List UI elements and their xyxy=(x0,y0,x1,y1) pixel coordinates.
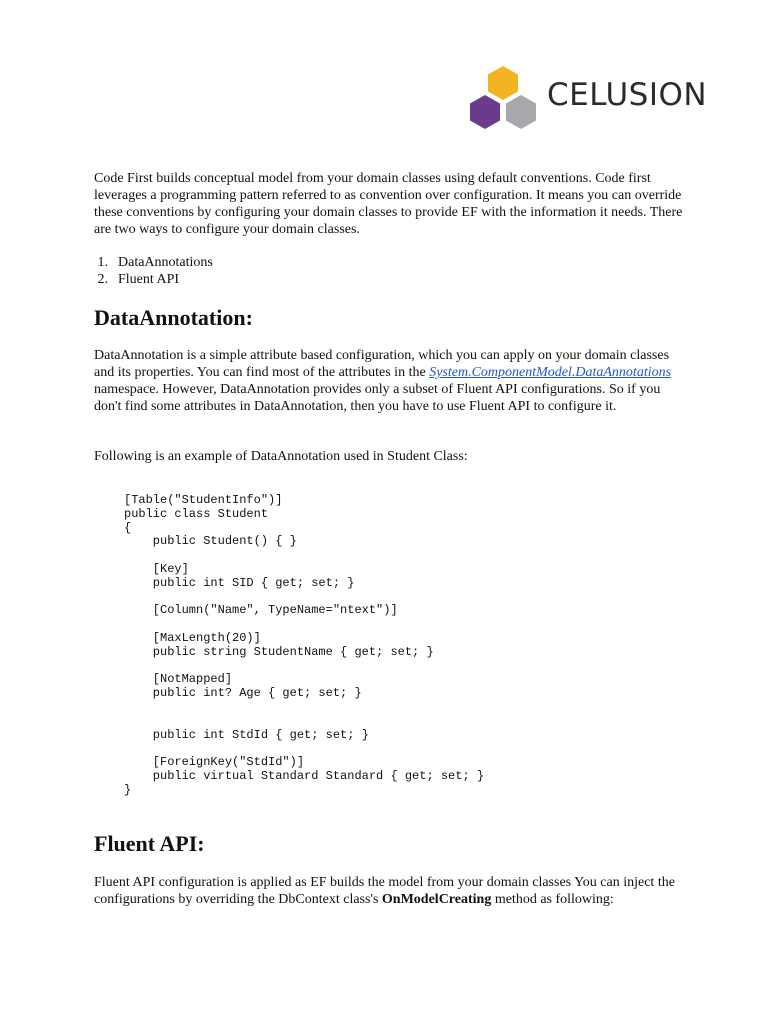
list-item xyxy=(94,254,213,271)
logo-hex-gray xyxy=(506,95,536,129)
list-item-label: Fluent API xyxy=(118,272,180,287)
list-item-number: 2. xyxy=(97,272,108,287)
fluent-api-paragraph xyxy=(94,874,684,908)
hexagon-logo-icon xyxy=(464,64,544,132)
dataannotation-text-1: DataAnnotation is a simple attribute based configuration, which you can apply on your domain classes and its properties. You can find most of the attributes in the xyxy=(94,348,670,380)
intro-paragraph: Code First builds conceptual model from your domain classes using default conventions. Code first leverages a programming pattern referred to as convention over configuration. It means you can override these conventions by configuring your domain classes to provide EF with the information it needs. There are two ways to configure your domain classes. xyxy=(94,171,683,237)
dataannotation-text-2: namespace. However, DataAnnotation provides only a subset of Fluent API configurations. So if you don't find some attributes in DataAnnotation, then you have to use Fluent API to configure it. xyxy=(94,382,661,414)
logo-wordmark: CELUSION xyxy=(547,77,708,113)
fluent-api-heading: Fluent API: xyxy=(94,831,205,856)
fluent-api-text-2: method as following: xyxy=(491,892,614,907)
dataannotation-paragraph xyxy=(94,347,684,415)
example-intro-paragraph: Following is an example of DataAnnotation used in Student Class: xyxy=(94,449,468,464)
logo-hex-yellow xyxy=(488,66,518,100)
list-item xyxy=(94,271,213,288)
student-class-code-block: [Table("StudentInfo")] public class Student { public Student() { } [Key] public int SID { get; set; } [Column("Name", TypeName="ntext")] [MaxLength(20)] public string StudentName { get; set; } [NotMapped] public int? Age { get; set; } public int StdId { get; set; } [ForeignKey("StdId")] public virtual Standard Standard { get; set; } } xyxy=(124,493,485,797)
list-item-number: 1. xyxy=(97,255,108,270)
onmodelcreating-method-name: OnModelCreating xyxy=(381,892,492,907)
fluent-api-text-1: Fluent API configuration is applied as EF builds the model from your domain classes You can inject the configurations by overriding the DbContext class's xyxy=(94,875,675,907)
list-item-label: DataAnnotations xyxy=(118,255,213,270)
celusion-logo xyxy=(464,64,724,132)
dataannotations-namespace-link[interactable]: System.ComponentModel.DataAnnotations xyxy=(429,365,672,380)
configuration-ways-list xyxy=(94,254,213,288)
dataannotation-heading: DataAnnotation: xyxy=(94,305,253,330)
logo-hex-purple xyxy=(470,95,500,129)
